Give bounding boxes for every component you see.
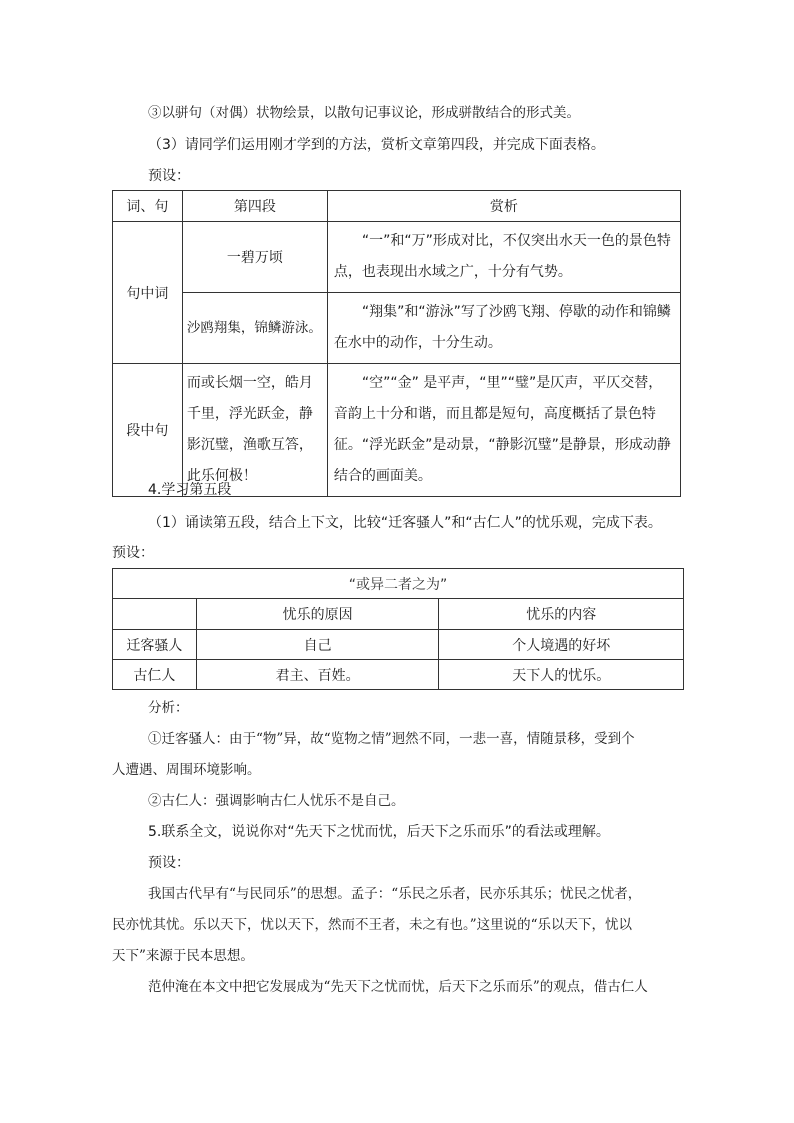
- paragraph-line: 民亦忧其忧。乐以天下，忧以天下，然而不王者，未之有也。”这里说的“乐以天下，忧以: [112, 917, 633, 933]
- table-row-label: 迁客骚人: [113, 630, 197, 660]
- table-cell: 而或长烟一空，皓月千里，浮光跃金，静影沉璧，渔歌互答，此乐何极！: [182, 364, 327, 497]
- table-cell: “翔集”和“游泳”写了沙鸥飞翔、停歇的动作和锦鳞在水中的动作，十分生动。: [327, 293, 680, 364]
- text-line: 分析：: [148, 700, 189, 716]
- text-line: 预设：: [148, 855, 190, 871]
- table-row-label: 古仁人: [113, 660, 197, 690]
- table-cell: 个人境遇的好坏: [439, 630, 684, 660]
- table-header: [113, 599, 197, 630]
- text-line: ②古仁人：强调影响古仁人忧乐不是自己。: [148, 793, 405, 809]
- table-cell: 自己: [196, 630, 439, 660]
- text-line: （1）诵读第五段，结合上下文，比较“迁客骚人”和“古仁人”的忧乐观，完成下表。: [148, 515, 662, 531]
- table-cell: “空”“金” 是平声，“里”“璧”是仄声，平仄交替，音韵上十分和谐，而且都是短句，高度概括了景色特征。“浮光跃金”是动景，“静影沉璧”是静景，形成动静结合的画面美。: [327, 364, 680, 497]
- table-stanza-four: [112, 190, 681, 497]
- table-title: “或异二者之为”: [113, 569, 684, 599]
- text-line: ③以骈句（对偶）状物绘景，以散句记事议论，形成骈散结合的形式美。: [148, 105, 580, 121]
- table-header: 忧乐的原因: [196, 599, 439, 630]
- table-cell: “一”和“万”形成对比，不仅突出水天一色的景色特点，也表现出水域之广，十分有气势。: [327, 222, 680, 293]
- table-cell: 沙鸥翔集，锦鳞游泳。: [182, 293, 327, 364]
- text-line: 预设：: [148, 168, 190, 184]
- paragraph-line: 天下”来源于民本思想。: [112, 948, 254, 964]
- table-header: 赏析: [327, 191, 680, 222]
- table-joy-sorrow: [112, 568, 684, 690]
- table-cell: 天下人的忧乐。: [439, 660, 684, 690]
- text-line: （3）请同学们运用刚才学到的方法，赏析文章第四段，并完成下面表格。: [148, 137, 605, 153]
- paragraph-line: 范仲淹在本文中把它发展成为“先天下之忧而忧，后天下之乐而乐”的观点，借古仁人: [148, 979, 648, 995]
- table-header: 忧乐的内容: [439, 599, 684, 630]
- section-heading: 4.学习第五段: [148, 482, 232, 498]
- table-cell: 一碧万顷: [182, 222, 327, 293]
- text-line: 预设：: [112, 545, 154, 561]
- table-header: 词、句: [113, 191, 183, 222]
- table-group-label: 句中词: [113, 222, 183, 364]
- table-cell: 君主、百姓。: [196, 660, 439, 690]
- table-group-label: 段中句: [113, 364, 183, 497]
- text-line: ①迁客骚人：由于“物”异，故“览物之情”迥然不同，一悲一喜，情随景移，受到个: [148, 731, 635, 747]
- paragraph-line: 我国古代早有“与民同乐”的思想。孟子：“乐民之乐者，民亦乐其乐；忧民之忧者，: [148, 886, 642, 902]
- table-header: 第四段: [182, 191, 327, 222]
- text-line: 人遭遇、周围环境影响。: [112, 762, 261, 778]
- section-heading: 5.联系全文，说说你对“先天下之忧而忧，后天下之乐而乐”的看法或理解。: [148, 824, 610, 840]
